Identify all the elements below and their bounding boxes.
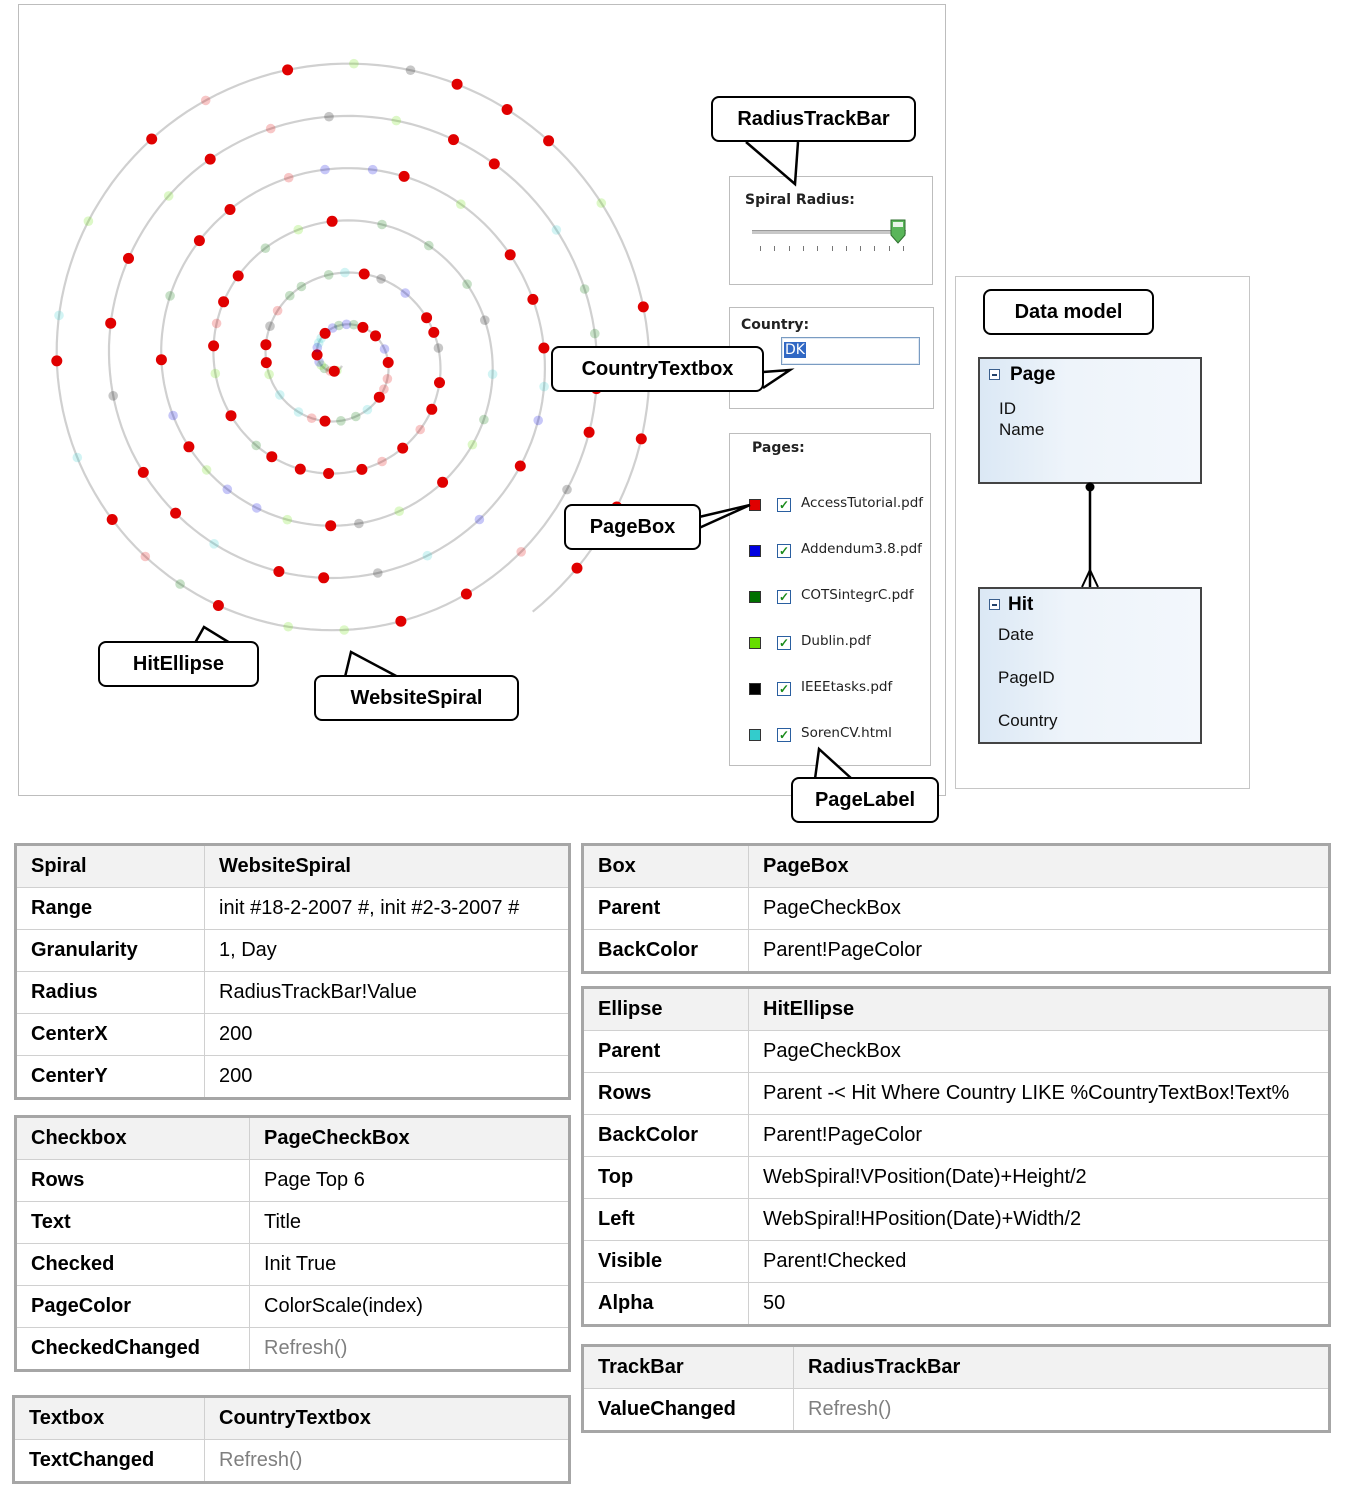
- property-value: init #18-2-2007 #, init #2-3-2007 #: [205, 888, 570, 930]
- table-row: [583, 1157, 1330, 1199]
- table-row: [583, 988, 1330, 1031]
- table-row: [583, 1283, 1330, 1326]
- table-row: [583, 1115, 1330, 1157]
- property-name: BackColor: [583, 930, 749, 973]
- table-row: [14, 1397, 570, 1440]
- table-row: [583, 1199, 1330, 1241]
- property-value: Parent!PageColor: [749, 1115, 1330, 1157]
- table-row: [16, 1286, 570, 1328]
- callout-websitespiral: WebsiteSpiral: [314, 675, 519, 721]
- callout-hitellipse: HitEllipse: [98, 641, 259, 687]
- table-row: [14, 1440, 570, 1483]
- entity-hit-field: Country: [998, 711, 1058, 730]
- property-value: Refresh(): [205, 1440, 570, 1483]
- property-value: Parent!Checked: [749, 1241, 1330, 1283]
- page-label[interactable]: COTSintegrC.pdf: [801, 587, 914, 603]
- page-checkbox[interactable]: ✓: [778, 498, 790, 512]
- table-row: [16, 845, 570, 888]
- table-row: [16, 1014, 570, 1056]
- table-checkbox: [14, 1115, 571, 1372]
- property-value: PageBox: [749, 845, 1330, 888]
- property-value: Title: [250, 1202, 570, 1244]
- country-label: Country:: [741, 317, 810, 333]
- page-checkbox[interactable]: ✓: [778, 682, 790, 696]
- entity-hit-title: Hit: [1008, 594, 1034, 615]
- table-row: [583, 1346, 1330, 1389]
- table-row: [583, 930, 1330, 973]
- callout-datamodel: Data model: [983, 289, 1154, 335]
- property-name: Ellipse: [583, 988, 749, 1031]
- entity-page-field: ID: [999, 399, 1016, 418]
- callout-radiustrackbar: RadiusTrackBar: [711, 96, 916, 142]
- property-name: Granularity: [16, 930, 205, 972]
- radius-label: Spiral Radius:: [745, 192, 855, 208]
- entity-hit-field: Date: [998, 625, 1034, 644]
- property-value: PageCheckBox: [749, 888, 1330, 930]
- property-value: Refresh(): [794, 1389, 1330, 1432]
- table-box: [581, 843, 1331, 974]
- property-name: Text: [16, 1202, 250, 1244]
- property-value: 200: [205, 1056, 570, 1099]
- table-row: [16, 1202, 570, 1244]
- property-value: HitEllipse: [749, 988, 1330, 1031]
- pages-label: Pages:: [752, 440, 805, 456]
- entity-page-title: Page: [1010, 364, 1056, 385]
- property-value: 200: [205, 1014, 570, 1056]
- table-row: [583, 1389, 1330, 1432]
- table-row: [583, 1031, 1330, 1073]
- table-row: [583, 1073, 1330, 1115]
- relationship-connector: [1075, 480, 1105, 590]
- collapse-icon[interactable]: [989, 369, 1000, 380]
- property-name: Parent: [583, 1031, 749, 1073]
- callout-pagelabel: PageLabel: [791, 777, 939, 823]
- collapse-icon[interactable]: [989, 599, 1000, 610]
- property-name: TextChanged: [14, 1440, 205, 1483]
- property-value: CountryTextbox: [205, 1397, 570, 1440]
- table-trackbar: [581, 1344, 1331, 1433]
- page-label[interactable]: AccessTutorial.pdf: [801, 495, 924, 511]
- table-row: [583, 845, 1330, 888]
- property-name: CenterY: [16, 1056, 205, 1099]
- property-value: Parent -< Hit Where Country LIKE %CountryTextBox!Text%: [749, 1073, 1330, 1115]
- table-row: [16, 1117, 570, 1160]
- entity-hit-field: PageID: [998, 668, 1055, 687]
- property-value: RadiusTrackBar: [794, 1346, 1330, 1389]
- property-name: CenterX: [16, 1014, 205, 1056]
- entity-hit: [978, 587, 1202, 744]
- property-name: Textbox: [14, 1397, 205, 1440]
- property-name: PageColor: [16, 1286, 250, 1328]
- table-row: [16, 1160, 570, 1202]
- page-checkbox[interactable]: ✓: [778, 636, 790, 650]
- property-value: 1, Day: [205, 930, 570, 972]
- page-checkbox[interactable]: ✓: [778, 590, 790, 604]
- callout-pagebox: PageBox: [564, 504, 701, 550]
- page-label[interactable]: IEEEtasks.pdf: [801, 679, 893, 695]
- page-label[interactable]: Addendum3.8.pdf: [801, 541, 922, 557]
- page-label[interactable]: Dublin.pdf: [801, 633, 871, 649]
- property-name: BackColor: [583, 1115, 749, 1157]
- table-row: [583, 1241, 1330, 1283]
- property-name: TrackBar: [583, 1346, 794, 1389]
- property-name: CheckedChanged: [16, 1328, 250, 1371]
- property-value: PageCheckBox: [749, 1031, 1330, 1073]
- table-ellipse: [581, 986, 1331, 1327]
- country-value: DK: [785, 342, 805, 358]
- property-name: Checkbox: [16, 1117, 250, 1160]
- table-row: [16, 1328, 570, 1371]
- table-row: [16, 1244, 570, 1286]
- property-value: Page Top 6: [250, 1160, 570, 1202]
- property-value: RadiusTrackBar!Value: [205, 972, 570, 1014]
- table-textbox: [12, 1395, 571, 1484]
- page-label[interactable]: SorenCV.html: [801, 725, 892, 741]
- property-name: Parent: [583, 888, 749, 930]
- property-name: ValueChanged: [583, 1389, 794, 1432]
- property-value: ColorScale(index): [250, 1286, 570, 1328]
- table-row: [16, 930, 570, 972]
- property-name: Visible: [583, 1241, 749, 1283]
- property-name: Radius: [16, 972, 205, 1014]
- table-row: [16, 888, 570, 930]
- property-value: Init True: [250, 1244, 570, 1286]
- entity-page-field: Name: [999, 420, 1045, 439]
- property-name: Alpha: [583, 1283, 749, 1326]
- page-checkbox[interactable]: ✓: [778, 544, 790, 558]
- property-value: PageCheckBox: [250, 1117, 570, 1160]
- callout-countrytextbox: CountryTextbox: [551, 346, 764, 392]
- table-row: [583, 888, 1330, 930]
- property-value: WebSpiral!VPosition(Date)+Height/2: [749, 1157, 1330, 1199]
- property-value: 50: [749, 1283, 1330, 1326]
- entity-page: [978, 357, 1202, 484]
- property-name: Rows: [583, 1073, 749, 1115]
- property-name: Left: [583, 1199, 749, 1241]
- property-value: Refresh(): [250, 1328, 570, 1371]
- property-name: Top: [583, 1157, 749, 1199]
- table-spiral: [14, 843, 571, 1100]
- property-value: WebSpiral!HPosition(Date)+Width/2: [749, 1199, 1330, 1241]
- property-name: Checked: [16, 1244, 250, 1286]
- table-row: [16, 1056, 570, 1099]
- property-name: Rows: [16, 1160, 250, 1202]
- property-name: Spiral: [16, 845, 205, 888]
- property-value: WebsiteSpiral: [205, 845, 570, 888]
- property-name: Range: [16, 888, 205, 930]
- property-value: Parent!PageColor: [749, 930, 1330, 973]
- page-checkbox[interactable]: ✓: [778, 728, 790, 742]
- table-row: [16, 972, 570, 1014]
- property-name: Box: [583, 845, 749, 888]
